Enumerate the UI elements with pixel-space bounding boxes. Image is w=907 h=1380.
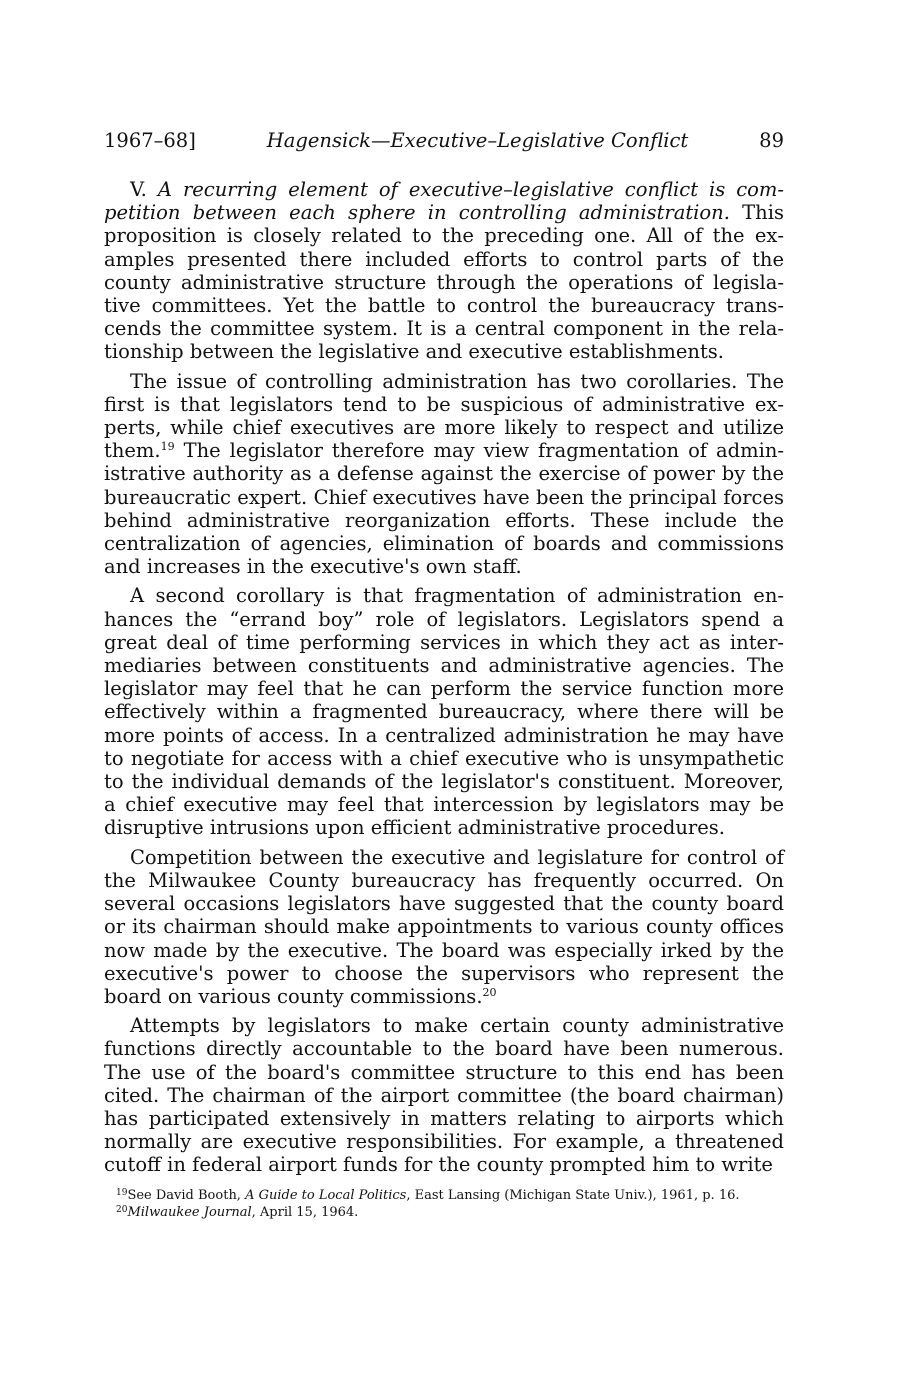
footnote xyxy=(104,1204,784,1221)
footnote-text: , East Lansing (Michigan State Univ.), 1961, p. 16. xyxy=(406,1187,740,1203)
paragraph xyxy=(104,846,784,1008)
footnotes xyxy=(104,1187,784,1221)
running-head xyxy=(104,128,784,154)
page-content xyxy=(104,128,784,1221)
volume-years: 1967–68] xyxy=(104,129,196,152)
footnote xyxy=(104,1187,784,1204)
running-title: Hagensick—Executive–Legislative Conflict xyxy=(266,129,689,152)
proposition-text: A recurring element of executive–legislative conflict is competition between each sphere in controlling administration. xyxy=(104,178,785,225)
footnote-ref: 19 xyxy=(160,440,175,454)
paragraph-text: Attempts by legislators to make certain county administrative functions directly accountable to the board have been numerous. The use of the board's committee structure to this end has been cited. The chairman of the airport committee (the board chairman) has participated extensively in matters relating to airports which normally are executive responsibilities. For example, a threatened cutoff in federal airport funds for the county prompted him to write xyxy=(104,1014,784,1177)
footnote-work-title: A Guide to Local Politics xyxy=(245,1187,407,1203)
page-number: 89 xyxy=(759,129,784,152)
paragraph xyxy=(104,370,784,579)
body-text xyxy=(104,178,784,1177)
paragraph-text: Competition between the executive and legislature for control of the Milwaukee County bureaucracy has frequently occurred. On several occasions legislators have suggested that the county board or its chairman should make appointments to various county offices now made by the executive. The board was especially irked by the executive's power to choose the supervisors who represent the board on various county commissions. xyxy=(104,845,784,1008)
paragraph-text: The issue of controlling administration has two corollaries. The first is that legislators tend to be suspicious of administrative experts, while chief executives are more likely to respect and utilize them. xyxy=(104,369,784,463)
paragraph xyxy=(104,584,784,839)
paragraph-text: The legislator therefore may view fragmentation of administrative authority as a defense against the exercise of power by the bureaucratic expert. Chief executives have been the principal forces behind administrative reorganization efforts. These include the centralization of agencies, elimination of boards and commissions and increases in the executive's own staff. xyxy=(104,439,784,579)
paragraph-text: A second corollary is that fragmentation of administration enhances the “errand boy” role of legislators. Legislators spend a great deal of time performing services in which they act as intermediaries between constituents and administrative agencies. The legislator may feel that he can perform the service function more effectively within a fragmented bureaucracy, where there will be more points of access. In a centralized administration he may have to negotiate for access with a chief executive who is unsympathetic to the individual demands of the legislator's constituent. Moreover, a chief executive may feel that intercession by legislators may be disruptive intrusions upon efficient administrative procedures. xyxy=(104,584,784,840)
paragraph xyxy=(104,178,784,364)
footnote-work-title: Milwaukee Journal xyxy=(127,1204,252,1220)
section-numeral: V. xyxy=(130,178,158,201)
footnote-number: 19 xyxy=(116,1187,128,1198)
footnote-text: , April 15, 1964. xyxy=(251,1204,359,1220)
paragraph xyxy=(104,1014,784,1176)
paragraph-text: This proposition is closely related to the preceding one. All of the examples presented there included efforts to control parts of the county administrative structure through the operations of legislative committees. Yet the battle to control the bureaucracy transcends the committee system. It is a central component in the relationship between the legislative and executive establishments. xyxy=(104,201,784,364)
footnote-text: See David Booth, xyxy=(127,1187,246,1203)
footnote-ref: 20 xyxy=(482,985,497,999)
footnote-number: 20 xyxy=(116,1204,128,1215)
